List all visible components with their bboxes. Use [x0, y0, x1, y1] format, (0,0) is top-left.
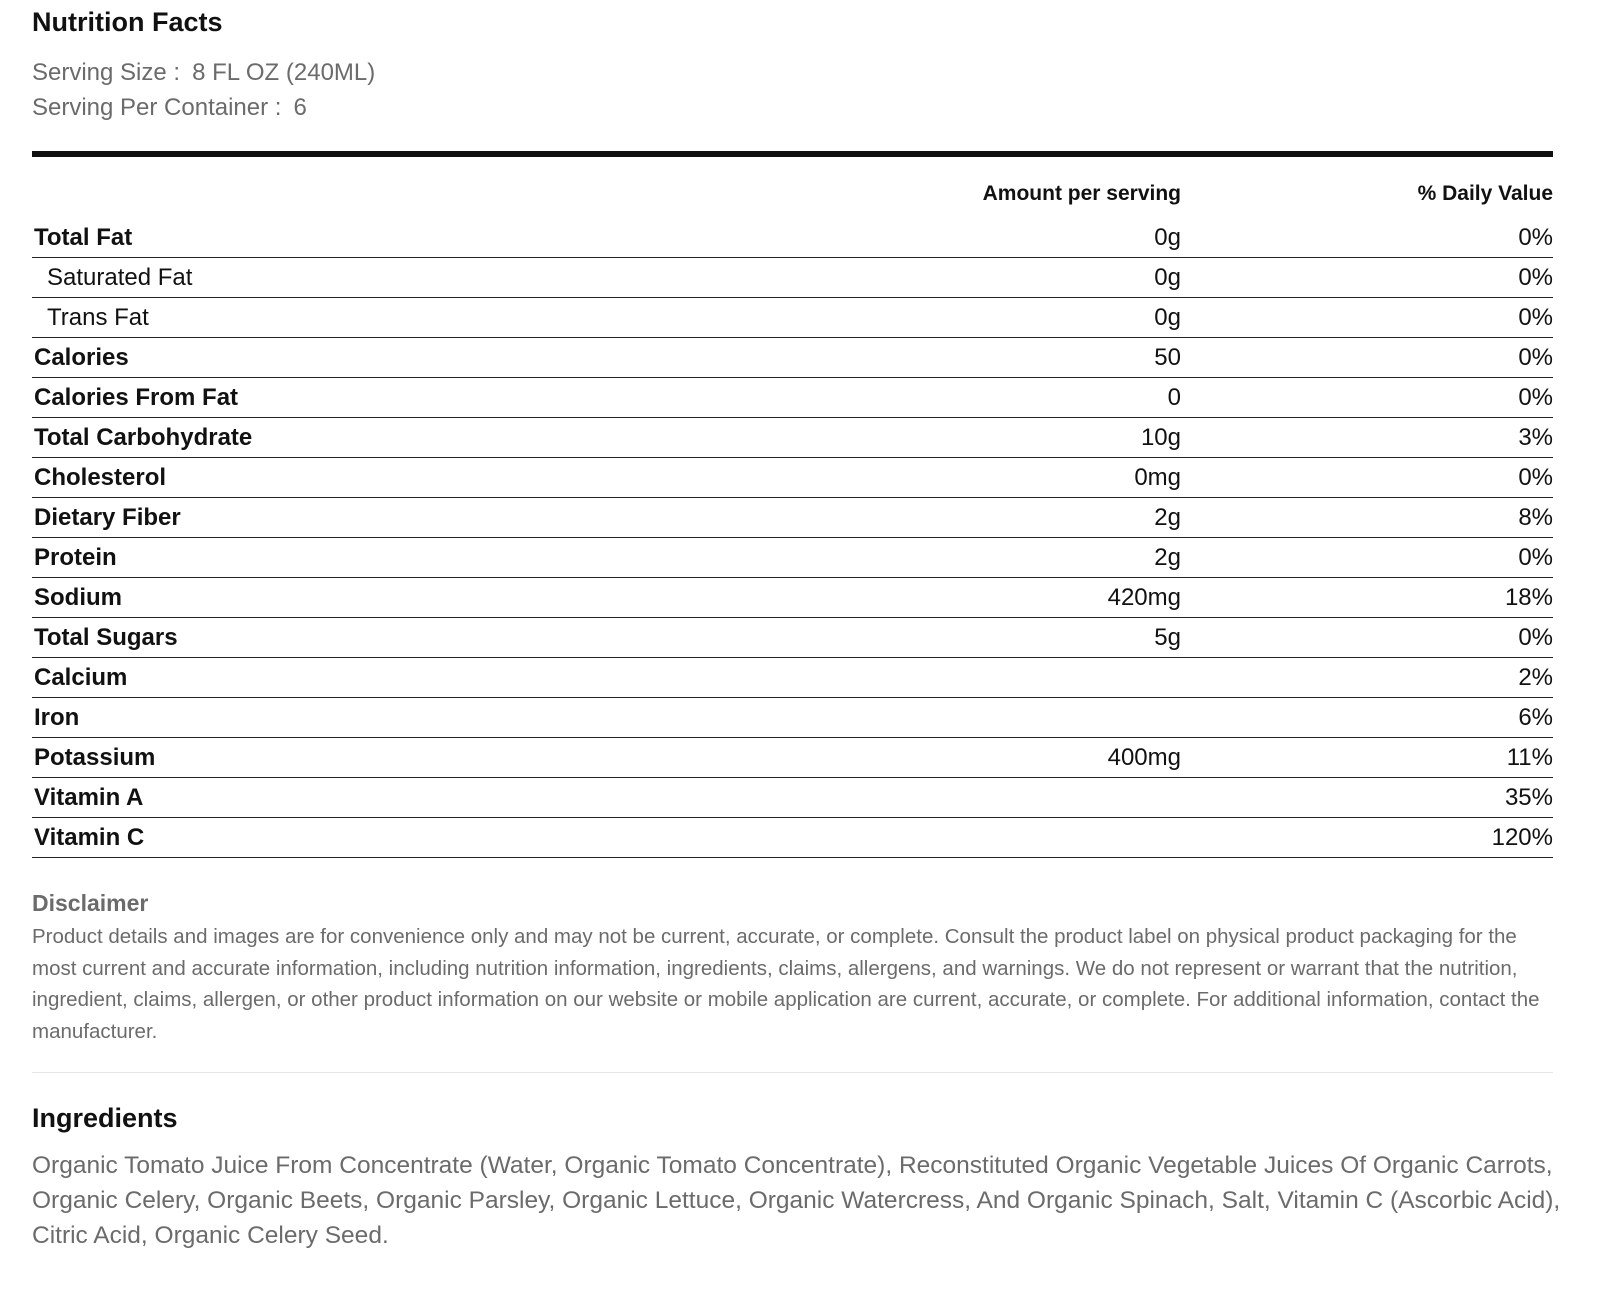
- nutrient-name: Dietary Fiber: [34, 503, 181, 531]
- table-row: [32, 778, 1553, 818]
- thick-divider: [32, 151, 1553, 157]
- table-row: [32, 418, 1553, 458]
- nutrient-daily-value: 0%: [1518, 463, 1553, 491]
- table-row: [32, 498, 1553, 538]
- nutrient-name: Total Sugars: [34, 623, 178, 651]
- nutrient-amount: 5g: [1154, 623, 1181, 651]
- ingredients-section: [32, 1101, 1562, 1253]
- nutrient-daily-value: 11%: [1506, 743, 1553, 771]
- table-row: [32, 618, 1553, 658]
- nutrient-amount: 0g: [1154, 303, 1181, 331]
- nutrient-daily-value: 0%: [1518, 263, 1553, 291]
- ingredients-text: Organic Tomato Juice From Concentrate (Water, Organic Tomato Concentrate), Reconstituted Organic Vegetable Juices Of Organic Carrots, Organic Celery, Organic Beets, Organic Parsley, Organic Lettuce, Organic Watercress, And Organic Spinach, Salt, Vitamin C (Ascorbic Acid), Citric Acid, Organic Celery Seed.: [32, 1151, 1561, 1249]
- nutrient-daily-value: 0%: [1518, 623, 1553, 651]
- nutrient-name: Calcium: [34, 663, 128, 691]
- serving-size-label: Serving Size :: [32, 59, 181, 86]
- nutrient-daily-value: 0%: [1518, 343, 1553, 371]
- table-row: [32, 378, 1553, 418]
- serving-info: [32, 55, 1568, 125]
- table-row: [32, 698, 1553, 738]
- disclaimer-text: Product details and images are for convenience only and may not be current, accurate, or complete. Consult the product label on physical product packaging for the most current and accurate information, including nutrition information, ingredients, claims, allergens, and warnings. We do not represent or warrant that the nutrition, ingredient, claims, allergen, or other product information on our website or mobile application are current, accurate, or complete. For additional information, contact the manufacturer.: [32, 925, 1540, 1044]
- nutrient-name: Vitamin A: [34, 783, 144, 811]
- nutrient-name: Calories From Fat: [34, 383, 239, 411]
- nutrient-daily-value: 0%: [1518, 383, 1553, 411]
- nutrient-name: Potassium: [34, 743, 156, 771]
- nutrient-daily-value: 0%: [1518, 223, 1553, 251]
- nutrient-name: Iron: [34, 703, 80, 731]
- serving-size-line: [32, 55, 1568, 90]
- nutrition-table: [32, 182, 1553, 858]
- header-amount-per-serving: Amount per serving: [982, 182, 1181, 205]
- nutrient-name: Sodium: [34, 583, 122, 611]
- nutrient-daily-value: 35%: [1504, 783, 1553, 811]
- nutrient-name: Trans Fat: [47, 303, 149, 331]
- nutrient-daily-value: 0%: [1518, 543, 1553, 571]
- nutrient-name: Cholesterol: [34, 463, 167, 491]
- nutrient-amount: 400mg: [1107, 743, 1181, 771]
- table-row: [32, 738, 1553, 778]
- nutrient-amount: 50: [1154, 343, 1181, 371]
- nutrient-name: Saturated Fat: [47, 263, 193, 291]
- nutrient-daily-value: 6%: [1518, 703, 1553, 731]
- nutrient-daily-value: 8%: [1518, 503, 1553, 531]
- section-divider: [32, 1072, 1553, 1073]
- ingredients-title: Ingredients: [32, 1102, 178, 1133]
- nutrient-amount: 0: [1167, 383, 1181, 411]
- servings-per-container-line: [32, 90, 1568, 125]
- table-row: [32, 458, 1553, 498]
- disclaimer-title: Disclaimer: [32, 890, 149, 916]
- table-row: [32, 218, 1553, 258]
- nutrient-name: Total Carbohydrate: [34, 423, 253, 451]
- table-row: [32, 818, 1553, 858]
- nutrition-facts-title: Nutrition Facts: [32, 7, 223, 37]
- table-row: [32, 578, 1553, 618]
- nutrient-amount: 0g: [1154, 263, 1181, 291]
- header-daily-value: % Daily Value: [1417, 182, 1553, 205]
- serving-size-value: 8 FL OZ (240ML): [192, 59, 376, 86]
- nutrient-name: Vitamin C: [34, 823, 145, 851]
- nutrient-daily-value: 3%: [1518, 423, 1553, 451]
- nutrient-name: Protein: [34, 543, 117, 571]
- nutrient-name: Calories: [34, 343, 129, 371]
- nutrient-daily-value: 2%: [1518, 663, 1553, 691]
- nutrient-daily-value: 120%: [1491, 823, 1553, 851]
- nutrient-amount: 420mg: [1107, 583, 1181, 611]
- table-row: [32, 538, 1553, 578]
- table-row: [32, 658, 1553, 698]
- table-row: [32, 298, 1553, 338]
- disclaimer-section: [32, 888, 1553, 1048]
- nutrient-amount: 10g: [1140, 423, 1181, 451]
- table-row: [32, 338, 1553, 378]
- nutrient-daily-value: 18%: [1504, 583, 1553, 611]
- nutrient-amount: 2g: [1154, 503, 1181, 531]
- nutrient-name: Total Fat: [34, 223, 133, 251]
- nutrient-amount: 0mg: [1134, 463, 1181, 491]
- nutrient-daily-value: 0%: [1518, 303, 1553, 331]
- servings-per-container-label: Serving Per Container :: [32, 94, 282, 121]
- servings-per-container-value: 6: [293, 94, 307, 121]
- nutrient-amount: 2g: [1154, 543, 1181, 571]
- table-row: [32, 258, 1553, 298]
- nutrient-amount: 0g: [1154, 223, 1181, 251]
- nutrition-table-header: [32, 182, 1553, 218]
